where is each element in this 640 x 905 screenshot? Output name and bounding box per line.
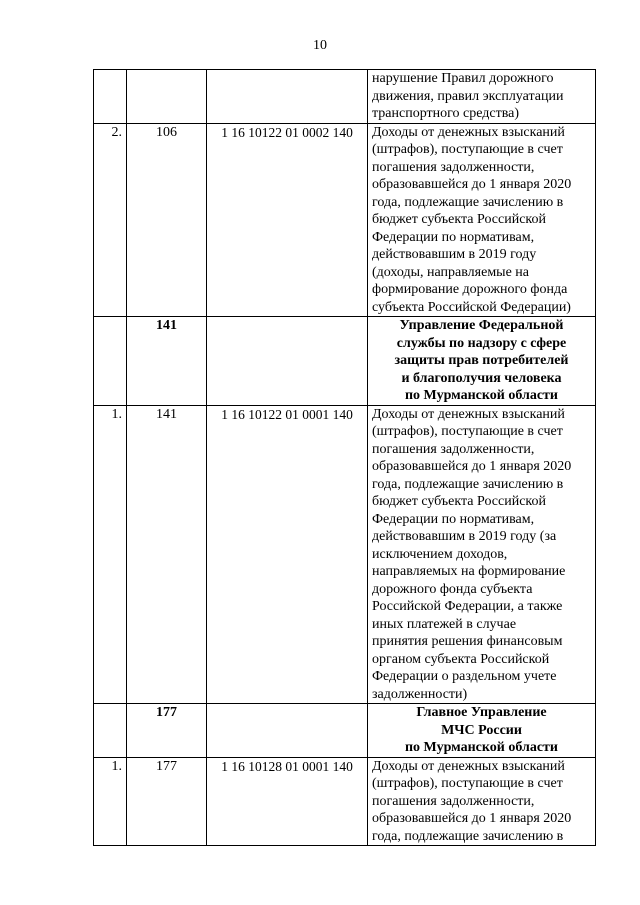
description-line: действовавшим в 2019 году bbox=[372, 247, 537, 262]
row-number-cell: 1. bbox=[94, 405, 127, 704]
row-number-cell bbox=[94, 704, 127, 758]
description-line: года, подлежащие зачислению в bbox=[372, 828, 564, 844]
description-line: и благополучия человека bbox=[401, 370, 562, 386]
description-line: года, подлежащие зачислению в bbox=[372, 194, 564, 210]
budget-code-cell: 1 16 10128 01 0001 140 bbox=[207, 757, 368, 846]
description-line: погашения задолженности, bbox=[372, 793, 535, 809]
row-number-cell: 2. bbox=[94, 123, 127, 317]
description-line: по Мурманской области bbox=[404, 740, 558, 755]
description-line: действовавшим в 2019 году (за bbox=[372, 529, 557, 544]
admin-code-cell: 177 bbox=[127, 757, 207, 846]
row-number-cell: 1. bbox=[94, 757, 127, 846]
description-line: года, подлежащие зачислению в bbox=[372, 476, 564, 492]
description-line: (штрафов), поступающие в счет bbox=[372, 424, 563, 439]
table-row bbox=[94, 405, 596, 704]
description-line: Доходы от денежных взысканий bbox=[372, 406, 565, 422]
budget-code-cell bbox=[207, 317, 368, 406]
section-header-row bbox=[94, 317, 596, 406]
description-cell bbox=[368, 704, 596, 758]
description-line: Доходы от денежных взысканий bbox=[372, 124, 565, 140]
description-line: формирование дорожного фонда bbox=[372, 282, 568, 297]
description-line: погашения задолженности, bbox=[372, 159, 535, 175]
description-cell bbox=[368, 317, 596, 406]
description-line: защиты прав потребителей bbox=[394, 353, 569, 368]
table-row bbox=[94, 757, 596, 846]
description-line: движения, правил эксплуатации bbox=[372, 88, 564, 104]
description-cell bbox=[368, 757, 596, 846]
admin-code-cell: 141 bbox=[127, 405, 207, 704]
description-line: Федерации по нормативам, bbox=[372, 511, 535, 527]
description-line: бюджет субъекта Российской bbox=[372, 212, 547, 227]
table-body bbox=[94, 70, 596, 846]
description-cell bbox=[368, 405, 596, 704]
description-line: Главное Управление bbox=[416, 705, 547, 720]
description-line: принятия решения финансовым bbox=[372, 634, 563, 649]
budget-code-cell: 1 16 10122 01 0001 140 bbox=[207, 405, 368, 704]
description-line: Федерации по нормативам, bbox=[372, 229, 535, 245]
description-line: образовавшейся до 1 января 2020 bbox=[372, 811, 572, 826]
description-line: Российской Федерации, а также bbox=[372, 599, 563, 614]
budget-code-cell: 1 16 10122 01 0002 140 bbox=[207, 123, 368, 317]
description-line: задолженности) bbox=[372, 686, 468, 702]
description-line: бюджет субъекта Российской bbox=[372, 494, 547, 509]
row-number-cell bbox=[94, 317, 127, 406]
page-number: 10 bbox=[313, 38, 327, 53]
table-row bbox=[94, 123, 596, 317]
admin-code-cell: 141 bbox=[127, 317, 207, 406]
row-number-cell bbox=[94, 70, 127, 124]
admin-code-cell: 177 bbox=[127, 704, 207, 758]
description-line: (штрафов), поступающие в счет bbox=[372, 142, 563, 157]
budget-code-cell bbox=[207, 70, 368, 124]
description-line: дорожного фонда субъекта bbox=[372, 581, 533, 597]
description-cell bbox=[368, 123, 596, 317]
description-line: погашения задолженности, bbox=[372, 441, 535, 457]
description-line: (доходы, направляемые на bbox=[372, 264, 530, 280]
description-line: направляемых на формирование bbox=[372, 564, 566, 579]
description-line: транспортного средства) bbox=[372, 106, 520, 121]
description-line: по Мурманской области bbox=[404, 388, 558, 403]
admin-code-cell: 106 bbox=[127, 123, 207, 317]
admin-code-cell bbox=[127, 70, 207, 124]
description-line: исключением доходов, bbox=[372, 546, 508, 562]
description-line: образовавшейся до 1 января 2020 bbox=[372, 177, 572, 192]
description-cell bbox=[368, 70, 596, 124]
description-line: Управление Федеральной bbox=[399, 318, 564, 333]
description-line: субъекта Российской Федерации) bbox=[372, 299, 571, 315]
revenue-codes-table bbox=[93, 69, 596, 846]
description-line: МЧС России bbox=[441, 722, 522, 738]
description-line: нарушение Правил дорожного bbox=[372, 71, 554, 86]
section-header-row bbox=[94, 704, 596, 758]
description-line: иных платежей в случае bbox=[372, 616, 517, 632]
description-line: Доходы от денежных взысканий bbox=[372, 758, 565, 774]
description-line: органом субъекта Российской bbox=[372, 651, 550, 667]
description-line: Федерации о раздельном учете bbox=[372, 669, 557, 684]
description-line: службы по надзору с сфере bbox=[396, 335, 567, 351]
budget-code-cell bbox=[207, 704, 368, 758]
table-row bbox=[94, 70, 596, 124]
description-line: (штрафов), поступающие в счет bbox=[372, 776, 563, 791]
description-line: образовавшейся до 1 января 2020 bbox=[372, 459, 572, 474]
